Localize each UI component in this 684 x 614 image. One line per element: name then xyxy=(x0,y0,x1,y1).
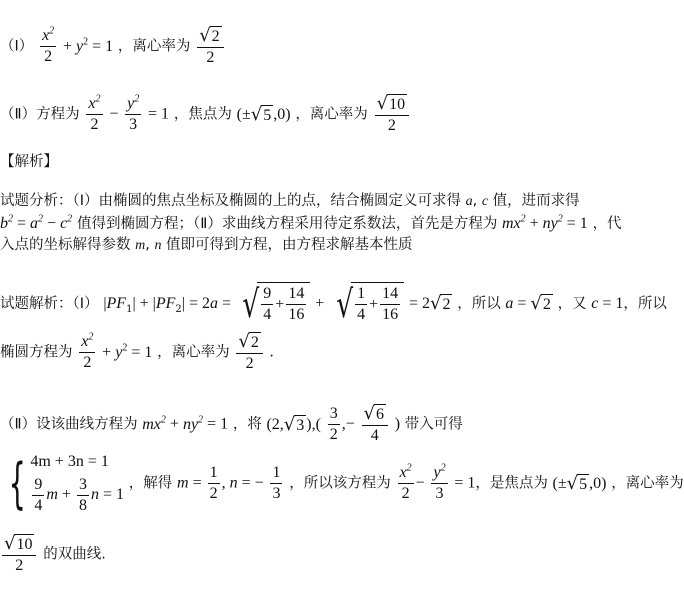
solution-line-2: 椭圆方程为 $\frac{x^2}{2}$ + $y^2 = 1$ ，离心率为 √ 2 2 . xyxy=(0,331,274,372)
analysis-line-1: 试题分析：（Ⅰ）由椭圆的焦点坐标及椭圆的上的点，结合椭圆定义可求得 a, c 值，进而求得 xyxy=(0,193,580,209)
analysis-header: 【解析】 xyxy=(0,154,58,170)
equation-system: { 4m + 3n = 1 $\frac{9}{4}$ m + $\frac{3}{8}$ n = 1 xyxy=(8,451,124,515)
analysis-line-3: 入点的坐标解得参数 m, n 值即可得到方程，由方程求解基本性质 xyxy=(0,237,413,253)
sqrt-term-2: √ $\frac{1}{4}$ + $\frac{14}{16}$ xyxy=(329,282,404,326)
sqrt-term-1: √ $\frac{9}{4}$ + $\frac{14}{16}$ xyxy=(235,282,310,326)
analysis-line-2: $b^2 = a^2 - c^2$ 值得到椭圆方程；（Ⅱ）求曲线方程采用待定系数法，首先是方程为 $mx^2 + ny^2 = 1$ ，代 xyxy=(0,213,622,232)
answer-part-1: （Ⅰ） $\frac{x^2}{2}$ + $y^2 = 1$ ，离心率为 √ 2 2 xyxy=(0,26,226,67)
eccentricity-sqrt10-over-2-final: √ 10 2 xyxy=(2,534,36,575)
part3-line-1: （Ⅱ）设该曲线方程为 $mx^2 + ny^2 = 1$ ，将 (2, √ 3 ),( $\frac{3}{2}$ ,− √ 6 4 ) 带入可得 xyxy=(0,403,463,444)
part1-label: （Ⅰ） xyxy=(0,38,34,55)
solution-line-1: 试题解析：（Ⅰ） $|PF_1| + |PF_2| = 2a$ = √ $\frac{9}{4}$ + $\frac{14}{16}$ + √ $\frac{1}{4}$ + $\frac{14}{16}$ = 2 √ 2 ，所以 a = √ 2 ，又 c = 1，所以 xyxy=(0,282,667,326)
eccentricity-sqrt10-over-2: √ 10 2 xyxy=(375,94,409,135)
equation-system-line: { 4m + 3n = 1 $\frac{9}{4}$ m + $\frac{3}{8}$ n = 1 ，解得 m = $\frac{1}{2}$ , n = − $\frac{1}{3}$ ，所以该方程为 $\frac{x^2}{2}$ − $\frac{y^2}{3}$ = 1，是焦点为 (± √ 5 ,0) ，离心率为 xyxy=(0,452,684,515)
eccentricity-sqrt2-over-2: √ 2 2 xyxy=(197,26,223,67)
final-line: √ 10 2 的双曲线. xyxy=(4,533,106,574)
part1-equation-rest: + $y^2 = 1$ xyxy=(62,36,114,55)
fraction-x2-over-2: $\frac{x^2}{2}$ xyxy=(42,25,55,65)
part2-label: （Ⅱ）方程为 xyxy=(0,106,80,123)
foci-value: (± √ 5 ,0) xyxy=(236,103,291,125)
answer-part-2: （Ⅱ）方程为 $\frac{x^2}{2}$ − $\frac{y^2}{3}$ = 1 ，焦点为 (± √ 5 ,0) ，离心率为 √ 10 2 xyxy=(0,94,411,135)
